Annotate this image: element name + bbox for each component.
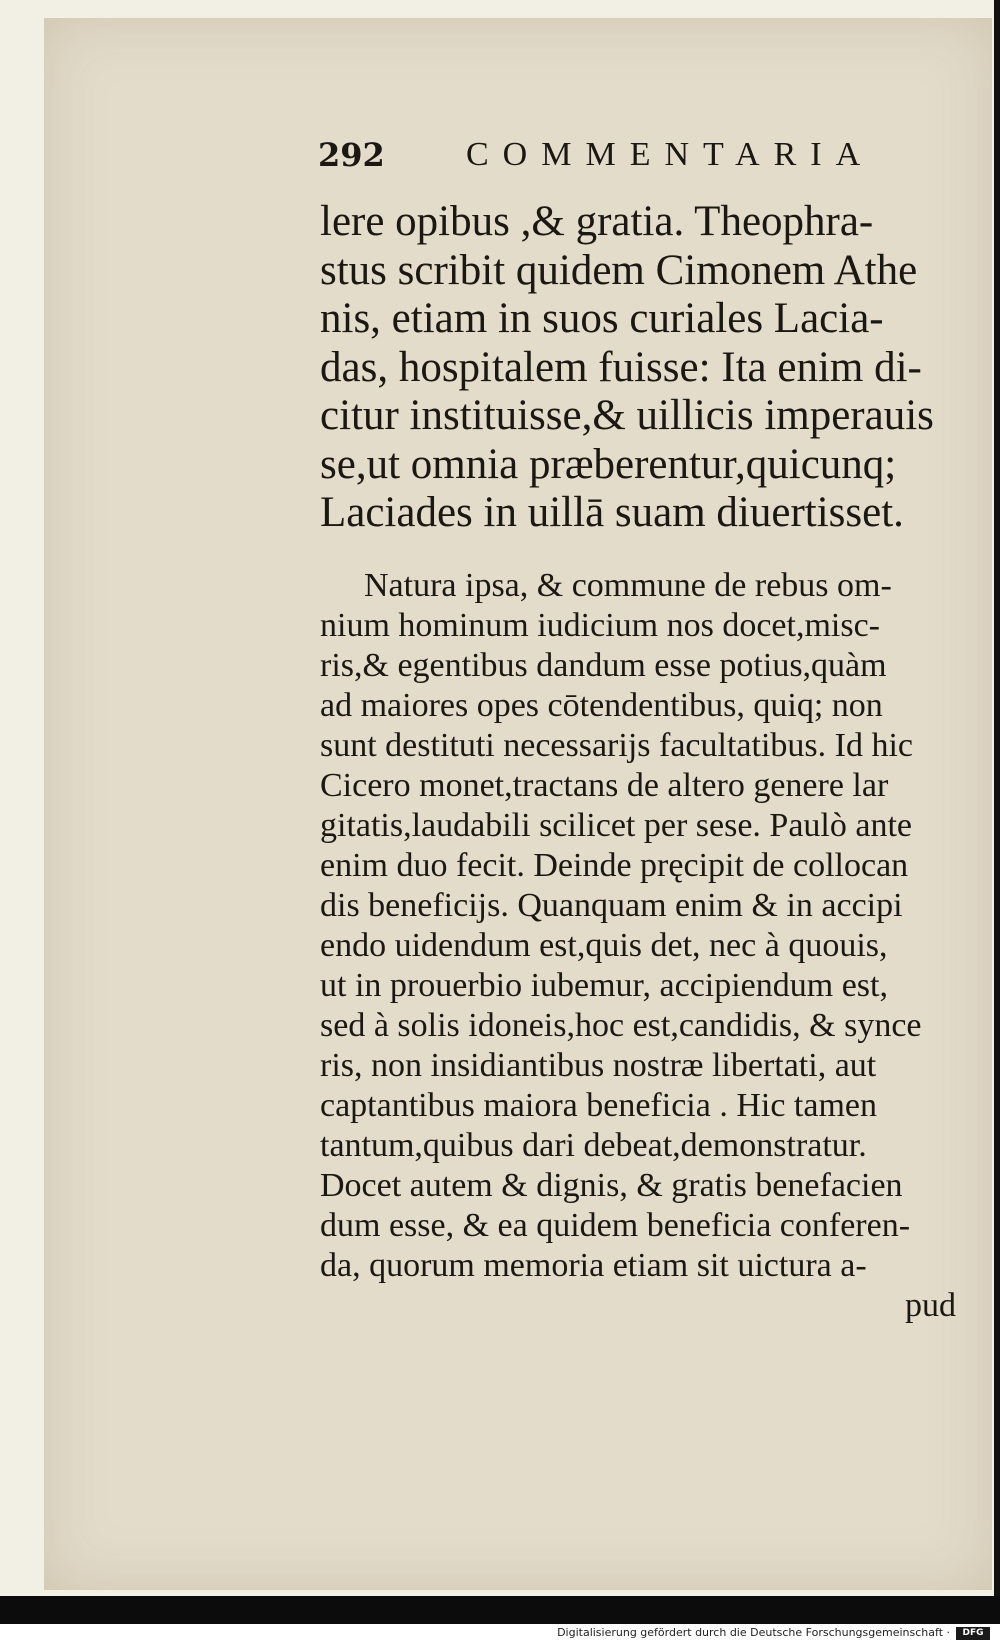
text-line: Cicero monet,tractans de altero genere lar <box>320 767 889 804</box>
paragraph-1 <box>320 198 980 538</box>
dfg-logo: DFG <box>956 1627 990 1640</box>
text-line: ad maiores opes cōtendentibus, quiq; non <box>320 687 883 724</box>
page-header <box>318 136 898 180</box>
text-line: Natura ipsa, & commune de rebus om- <box>364 567 892 604</box>
text-line: lere opibus ,& gratia. Theophra- <box>320 198 874 245</box>
text-line: stus scribit quidem Cimonem Athe <box>320 246 918 294</box>
text-line: citur instituisse,& uillicis imperauis <box>320 392 934 439</box>
text-line: nis, etiam in suos curiales Lacia- <box>320 295 884 342</box>
text-line: ris,& egentibus dandum esse potius,quàm <box>320 647 887 684</box>
paragraph-2 <box>320 566 980 1326</box>
text-line: sunt destituti necessarijs facultatibus. Id hic <box>320 727 913 764</box>
text-line: captantibus maiora beneficia . Hic tamen <box>320 1087 877 1124</box>
text-line: da, quorum memoria etiam sit uictura a- <box>320 1247 867 1284</box>
scanner-border-right <box>994 0 1000 1644</box>
page-number: 292 <box>318 136 385 174</box>
text-line: gitatis,laudabili scilicet per sese. Paulò ante <box>320 807 912 844</box>
text-line: ris, non insidiantibus nostræ libertati, aut <box>320 1047 877 1084</box>
text-line: enim duo fecit. Deinde pręcipit de collocan <box>320 847 909 884</box>
text-line: nium hominum iudicium nos docet,misc- <box>320 607 881 644</box>
text-line: se,ut omnia præberentur,quicunq; <box>320 440 897 488</box>
text-line: sed à solis idoneis,hoc est,candidis, & synce <box>320 1007 922 1044</box>
catchword: pud <box>905 1287 956 1324</box>
text-line: das, hospitalem fuisse: Ita enim di- <box>320 343 922 391</box>
text-line: ut in prouerbio iubemur, accipiendum est, <box>320 967 888 1004</box>
text-line: dum esse, & ea quidem beneficia conferen- <box>320 1207 911 1244</box>
text-line: tantum,quibus dari debeat,demonstratur. <box>320 1127 867 1164</box>
text-line: Docet autem & dignis, & gratis benefacien <box>320 1167 903 1204</box>
funding-credit: Digitalisierung gefördert durch die Deutsche Forschungsgemeinschaft · <box>557 1626 950 1639</box>
text-line: endo uidendum est,quis det, nec à quouis, <box>320 927 888 964</box>
text-line: Laciades in uillā suam diuertisset. <box>320 489 904 536</box>
text-line: dis beneficijs. Quanquam enim & in accipi <box>320 887 903 924</box>
running-title: COMMENTARIA <box>466 136 875 173</box>
